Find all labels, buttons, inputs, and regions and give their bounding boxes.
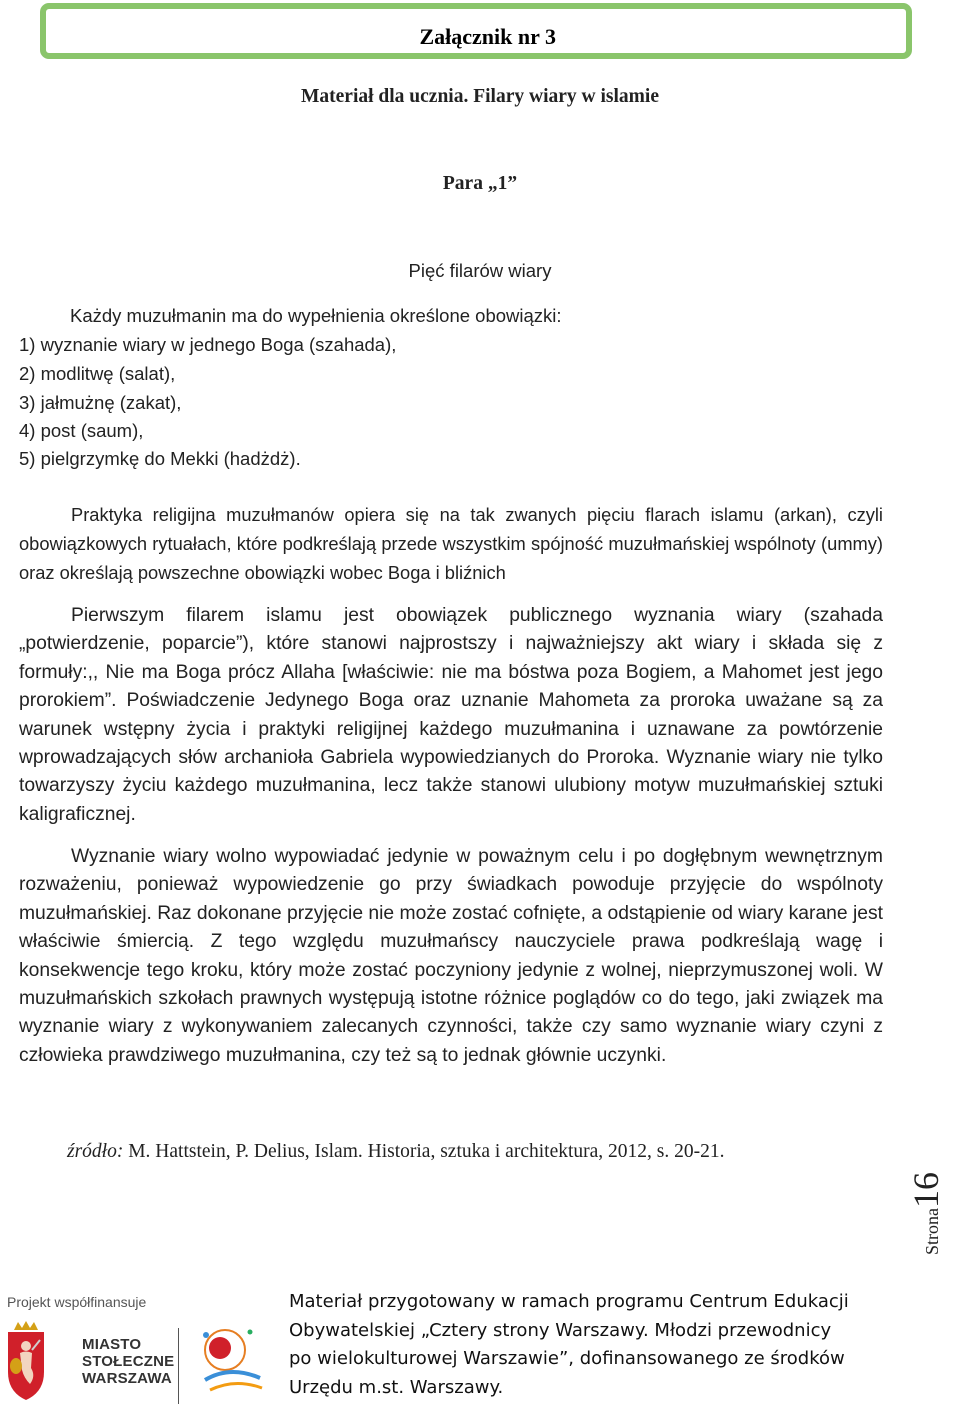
paragraph-declaration: Wyznanie wiary wolno wypowiadać jedynie w poważnym celu i po dogłębnym wewnętrznym rozważeniu, ponieważ wypowiedzenie go przy świadkach powoduje przyjęcie do wspólnoty muzułmańskiej. Raz dokonane przyjęcie nie może zostać cofnięte, a odstąpienie od wiary karane jest właściwie śmiercią. Z tego względu muzułmańscy nauczyciele prawa podkreślają wagę i konsekwencje tego kroku, który może zostać poczyniony jedynie z wolnej, nieprzymuszonej woli. W muzułmańskich szkołach prawnych występują istotne różnice poglądów co do tego, jaki związek ma wyznanie wiary z wykonywaniem zalecanych czynności, także czy samo wyznanie wiary czyni z człowieka prawdziwego muzułmanina, czy też są to jednak głównie uczynki. <box>19 846 883 1066</box>
pillar-item: 2) modlitwę (salat), <box>19 363 176 384</box>
pillar-item: 3) jałmużnę (zakat), <box>19 392 182 413</box>
paragraph-first-pillar: Pierwszym filarem islamu jest obowiązek publicznego wyznania wiary (szahada „potwierdzenie, poparcie”), które stanowi najprostszy i najważniejszy akt wiary i składa się z formuły:,, Nie ma Boga prócz Allaha [właściwie: nie ma bóstwa poza Bogiem, a Mahomet jest jego prorokiem”. Poświadczenie Jedynego Boga oraz uznanie Mahometa za proroka uważane są za warunek wstępny życia i praktyki religijnej każdego muzułmanina i uznawane za powtórzenie wprowadzających słów archanioła Gabriela wypowiedzianych do Proroka. Wyznanie wiary nie tylko towarzyszy życiu każdego muzułmanina, lecz także stanowi ulubiony motyw muzułmańskiej sztuki kaligraficznej. <box>19 605 883 825</box>
pillar-item: 5) pielgrzymkę do Mekki (hadżdż). <box>19 448 301 469</box>
header-box <box>40 3 912 59</box>
material-title: Materiał dla ucznia. Filary wiary w islamie <box>301 86 659 107</box>
page-label: Strona <box>922 1208 942 1255</box>
paragraph-intro: Praktyka religijna muzułmanów opiera się na tak zwanych pięciu flarach islamu (arkan), czyli obowiązkowych rytuałach, które podkreślają przede wszystkim spójność muzułmańskiej wspólnoty (ummy) oraz określają powszechne obowiązki wobec Boga i bliźnich <box>19 504 883 583</box>
city-name: MIASTO STOŁECZNE WARSZAWA <box>82 1336 175 1387</box>
attachment-title: Załącznik nr 3 <box>419 24 556 49</box>
section-title: Pięć filarów wiary <box>408 260 552 281</box>
funded-by-label: Projekt współfinansuje <box>7 1294 147 1310</box>
footer-note: Materiał przygotowany w ramach programu Centrum Edukacji Obywatelskiej „Cztery strony Warszawy. Młodzi przewodnicy po wielokulturowej Warszawie”, dofinansowanego ze środków Urzędu m.st. Warszawy. <box>289 1291 849 1398</box>
source-text: M. Hattstein, P. Delius, Islam. Historia, sztuka i architektura, 2012, s. 20-21. <box>123 1141 725 1162</box>
pair-label: Para „1” <box>442 173 518 194</box>
source-label: źródło: <box>67 1141 124 1162</box>
footer-divider <box>178 1328 179 1404</box>
page-number-value: 16 <box>906 1172 946 1208</box>
source-citation <box>67 1141 725 1163</box>
intro-text: Każdy muzułmanin ma do wypełnienia określone obowiązki: <box>70 305 562 326</box>
pillar-item: 1) wyznanie wiary w jednego Boga (szahada), <box>19 334 397 355</box>
page-number <box>905 1135 955 1255</box>
pillar-item: 4) post (saum), <box>19 420 144 441</box>
